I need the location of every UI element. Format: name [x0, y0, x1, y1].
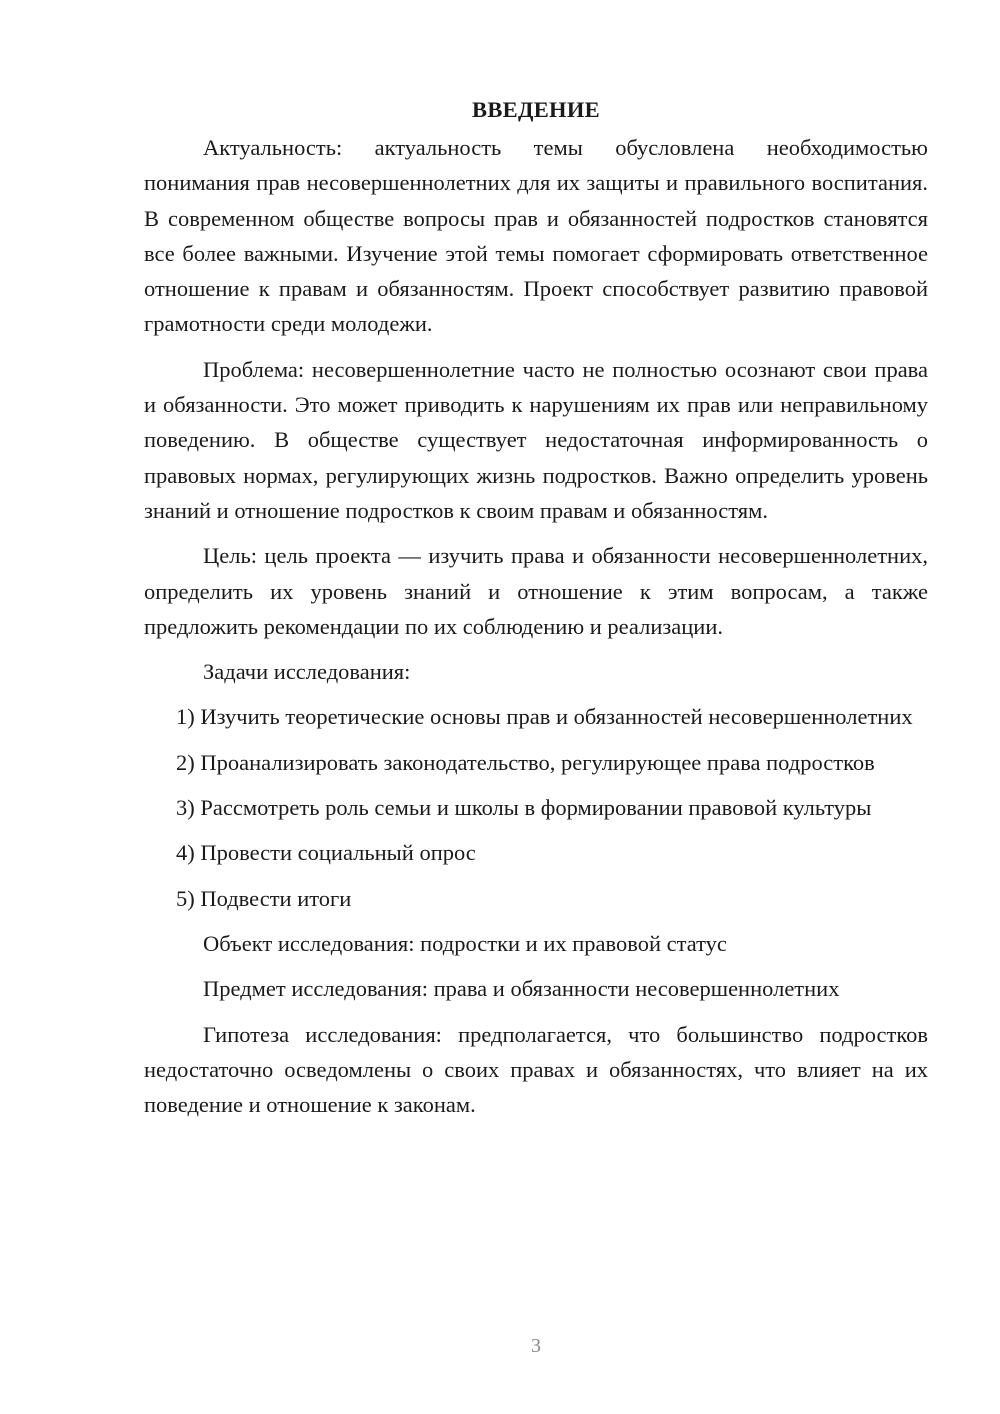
task-item: 2) Проанализировать законодательство, регулирующее права подростков [176, 749, 875, 775]
paragraph-relevance: Актуальность: актуальность темы обусловлена необходимостью понимания прав несовершеннолетних для их защиты и правильного воспитания. В современном обществе вопросы прав и обязанностей подростков становятся все более важными. Изучение этой темы помогает сформировать ответственное отношение к правам и обязанностям. Проект способствует развитию правовой грамотности среди молодежи. [144, 135, 928, 337]
paragraph-object: Объект исследования: подростки и их правовой статус [203, 930, 727, 956]
section-heading: ВВЕДЕНИЕ [472, 97, 600, 122]
paragraph-goal: Цель: цель проекта — изучить права и обязанности несовершеннолетних, определить их уровень знаний и отношение к этим вопросам, а также предложить рекомендации по их соблюдению и реализации. [144, 543, 928, 639]
task-item: 3) Рассмотреть роль семьи и школы в формировании правовой культуры [176, 795, 872, 821]
document-body [144, 92, 928, 1132]
paragraph-problem: Проблема: несовершеннолетние часто не полностью осознают свои права и обязанности. Это может приводить к нарушениям их прав или неправильному поведению. В обществе существует недостаточная информированность о правовых нормах, регулирующих жизнь подростков. Важно определить уровень знаний и отношение подростков к своим правам и обязанностям. [144, 356, 928, 523]
task-item: 5) Подвести итоги [176, 885, 352, 911]
paragraph-subject: Предмет исследования: права и обязанности несовершеннолетних [203, 976, 840, 1002]
paragraph-hypothesis: Гипотеза исследования: предполагается, что большинство подростков недостаточно осведомлены о своих правах и обязанностях, что влияет на их поведение и отношение к законам. [144, 1021, 928, 1118]
task-item: 4) Провести социальный опрос [176, 840, 476, 866]
task-item: 1) Изучить теоретические основы прав и обязанностей несовершеннолетних [176, 704, 913, 730]
tasks-title: Задачи исследования: [203, 659, 411, 685]
page-number: 3 [531, 1335, 541, 1357]
